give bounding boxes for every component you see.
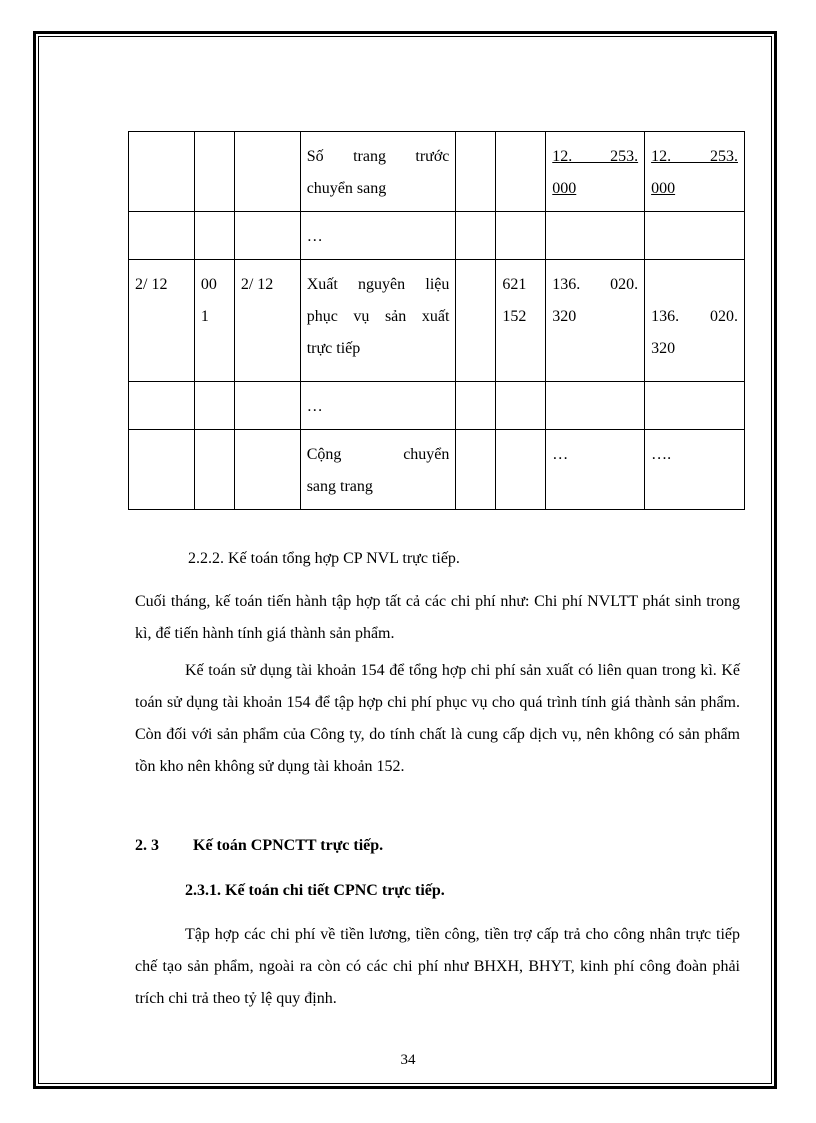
- table-cell: [546, 212, 645, 260]
- table-row: [129, 382, 745, 430]
- table-cell: [645, 260, 745, 382]
- cell-line: trực tiếp: [306, 340, 361, 357]
- table-cell: [546, 382, 645, 430]
- table-cell: 2/ 12: [129, 260, 195, 382]
- table-cell: …: [300, 212, 456, 260]
- table-cell: [129, 382, 195, 430]
- table-cell: [194, 430, 234, 510]
- table-cell: [194, 260, 234, 382]
- cell-line: 12. 253.: [651, 148, 738, 165]
- table-row: [129, 212, 745, 260]
- cell-line: 320: [552, 308, 577, 325]
- table-cell: [456, 430, 496, 510]
- cell-line: 12. 253.: [552, 148, 639, 165]
- cell-line: 000: [552, 180, 577, 197]
- cell-line: 1: [200, 308, 209, 325]
- table-cell: [456, 260, 496, 382]
- table-cell: [496, 382, 546, 430]
- table-cell: [194, 382, 234, 430]
- table-cell: [645, 382, 745, 430]
- ledger-table: [128, 131, 745, 510]
- table-cell: [234, 212, 300, 260]
- table-cell: [645, 132, 745, 212]
- table-cell: [300, 430, 456, 510]
- section-heading-222: 2.2.2. Kế toán tổng hợp CP NVL trực tiếp.: [188, 550, 460, 567]
- table-cell: [496, 132, 546, 212]
- table-cell: 2/ 12: [234, 260, 300, 382]
- table-cell: [546, 260, 645, 382]
- table-row: [129, 260, 745, 382]
- table-row: [129, 132, 745, 212]
- table-cell: [234, 430, 300, 510]
- table-cell: [129, 132, 195, 212]
- table-cell: [546, 132, 645, 212]
- table-cell: [496, 260, 546, 382]
- table-cell: [300, 260, 456, 382]
- page-number: 34: [400, 1052, 416, 1068]
- table-cell: [129, 430, 195, 510]
- table-cell: [194, 212, 234, 260]
- cell-line: sang trang: [306, 478, 373, 495]
- section-heading-231: 2.3.1. Kế toán chi tiết CPNC trực tiếp.: [185, 882, 445, 899]
- table-row: [129, 430, 745, 510]
- paragraph-3: [135, 919, 740, 1015]
- table-cell: …: [546, 430, 645, 510]
- table-cell: [129, 212, 195, 260]
- table-cell: [456, 382, 496, 430]
- table-cell: [300, 132, 456, 212]
- paragraph-text: Cuối tháng, kế toán tiến hành tập hợp tất cả các chi phí như: Chi phí NVLTT phát sinh trong kì, để tiến hành tính giá thành sản phẩm.: [135, 593, 740, 642]
- table-cell: [496, 430, 546, 510]
- cell-line: Số trang trước: [306, 148, 450, 165]
- table-cell: [194, 132, 234, 212]
- cell-line: Xuất nguyên liệu: [306, 276, 450, 293]
- cell-line: 320: [651, 340, 676, 357]
- cell-line: 000: [651, 180, 676, 197]
- table-cell: …: [300, 382, 456, 430]
- table-cell: [234, 382, 300, 430]
- table-cell: [496, 212, 546, 260]
- cell-line: 136. 020.: [651, 308, 738, 325]
- table-cell: ….: [645, 430, 745, 510]
- cell-line: phục vụ sản xuất: [306, 308, 450, 325]
- paragraph-1: [135, 586, 740, 650]
- section-heading-23: [135, 830, 740, 862]
- table-cell: [456, 132, 496, 212]
- cell-line: 152: [502, 308, 527, 325]
- cell-line: 136. 020.: [552, 276, 639, 293]
- paragraph-2: [135, 655, 740, 783]
- cell-line: Cộng chuyển: [306, 446, 450, 463]
- section-title: Kế toán CPNCTT trực tiếp.: [193, 837, 384, 854]
- table-cell: [234, 132, 300, 212]
- paragraph-text: Kế toán sử dụng tài khoản 154 để tổng hợp chi phí sản xuất có liên quan trong kì. Kế toán sử dụng tài khoản 154 để tập hợp chi phí phục vụ cho quá trình tính giá thành sản phẩm. Còn đối với sản phẩm của Công ty, do tính chất là cung cấp dịch vụ, nên không có sản phẩm tồn kho nên không sử dụng tài khoản 152.: [135, 662, 740, 775]
- section-number: 2. 3: [135, 837, 159, 854]
- cell-line: chuyển sang: [306, 180, 387, 197]
- paragraph-text: Tập hợp các chi phí về tiền lương, tiền công, tiền trợ cấp trả cho công nhân trực tiếp chế tạo sản phẩm, ngoài ra còn có các chi phí như BHXH, BHYT, kinh phí công đoàn phải trích chi trả theo tỷ lệ quy định.: [135, 926, 740, 1007]
- table-cell: [456, 212, 496, 260]
- cell-line: 00: [200, 276, 217, 293]
- table-cell: [645, 212, 745, 260]
- cell-line: 621: [502, 276, 527, 293]
